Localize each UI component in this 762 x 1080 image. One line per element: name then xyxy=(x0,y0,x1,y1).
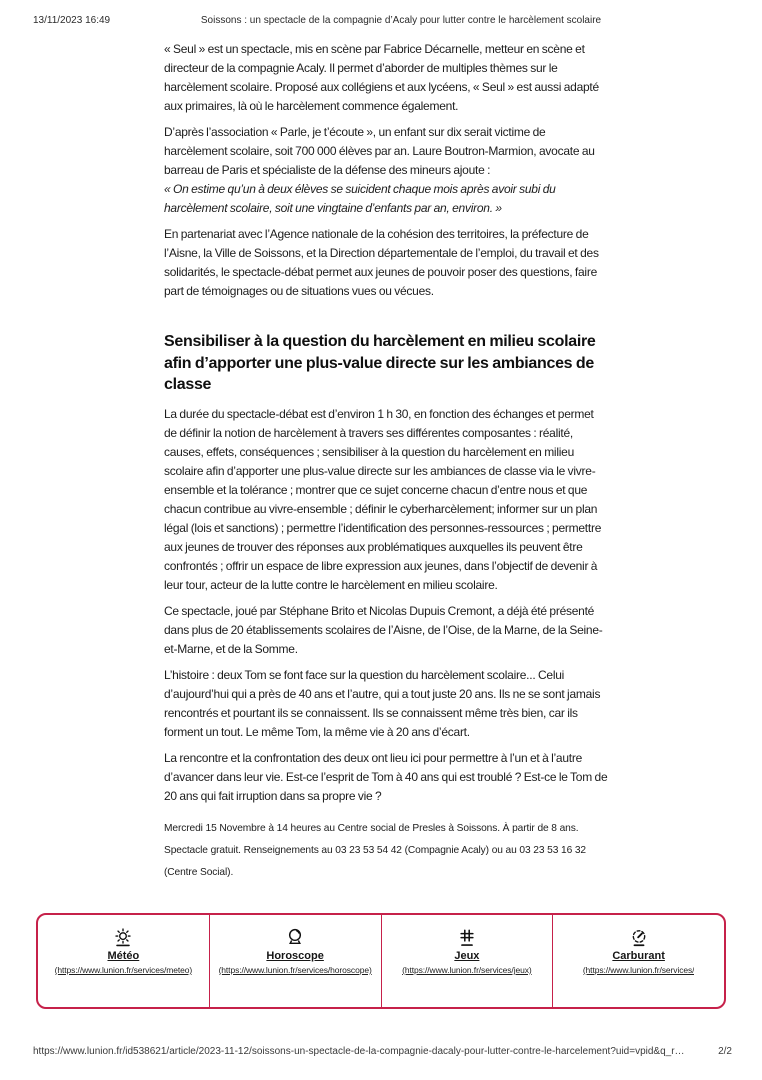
pull-quote: « On estime qu’un à deux élèves se suicident chaque mois après avoir subi du harcèlement scolaire, soit une vingtaine d’enfants par an, environ. » xyxy=(164,182,556,215)
event-info xyxy=(164,818,616,884)
article-paragraph: Ce spectacle, joué par Stéphane Brito et Nicolas Dupuis Cremont, a déjà été présenté dans plus de 20 établissements scolaires de l’Aisne, de l’Oise, de la Marne, de la Seine-et-Marne, et de la Somme. xyxy=(164,603,603,656)
article-paragraph: La durée du spectacle-débat est d’environ 1 h 30, en fonction des échanges et permet de définir la notion de harcèlement à travers ses différentes composantes : réalité, causes, effets, conséquences ; sensibiliser à la question du harcèlement en milieu scolaire afin d’apporter une plus-value directe sur les ambiances de classe via le vivre-ensemble et la tolérance ; montrer que ce sujet concerne chacun d’entre nous et que chacun contribue au vivre-ensemble ; définir le cyberharcèlement; informer sur un plan légal (lois et sanctions) ; permettre l’identification des personnes-ressources ; permettre aux jeunes de trouver des réponses aux problématiques auxquelles ils peuvent être confrontés ; offrir un espace de libre expression aux jeunes, dans l’objectif de devenir à leur tour, acteur de la lutte contre le harcèlement en milieu scolaire. xyxy=(164,406,602,592)
gauge-icon xyxy=(628,926,650,948)
crystal-ball-icon xyxy=(284,926,306,948)
service-url[interactable]: (https://www.lunion.fr/services/horoscope) xyxy=(218,965,372,975)
page-title: Soissons : un spectacle de la compagnie d’Acaly pour lutter contre le harcèlement scolaire xyxy=(200,15,602,26)
grid-icon xyxy=(456,926,478,948)
event-info-line: (Centre Social). xyxy=(164,866,234,878)
article-paragraph: L’histoire : deux Tom se font face sur la question du harcèlement scolaire... Celui d’aujourd’hui qui a près de 40 ans et l’autre, qui a tout juste 20 ans. Ils ne se sont jamais rencontrés et pourtant ils se connaissent. Ils se connaissent même très bien, car ils forment un tout. Le même Tom, la même vie à 20 ans d’écart. xyxy=(164,667,601,739)
article-paragraph: D’après l’association « Parle, je t’écoute », un enfant sur dix serait victime de harcèlement scolaire, soit 700 000 élèves par an. Laure Boutron-Marmion, avocate au barreau de Paris et spécialiste de la défense des mineurs ajoute : xyxy=(164,125,595,177)
service-label[interactable]: Horoscope xyxy=(266,950,324,962)
services-bar xyxy=(36,913,726,1009)
service-link-horoscope[interactable] xyxy=(209,915,381,1007)
sun-icon xyxy=(112,926,134,948)
article-paragraph: En partenariat avec l’Agence nationale de la cohésion des territoires, la préfecture de l’Aisne, la Ville de Soissons, et la Direction départementale de l’emploi, du travail et des solidarités, le spectacle-débat permet aux jeunes de pouvoir poser des questions, faire part de témoignages ou de situations vues ou vécues. xyxy=(164,227,599,298)
service-label[interactable]: Jeux xyxy=(454,950,480,962)
event-info-line: Mercredi 15 Novembre à 14 heures au Centre social de Presles à Soissons. À partir de 8 ans. xyxy=(164,822,579,834)
service-link-jeux[interactable] xyxy=(381,915,553,1007)
service-label[interactable]: Météo xyxy=(107,950,140,962)
page-indicator: 2/2 xyxy=(718,1046,732,1057)
service-url[interactable]: (https://www.lunion.fr/services/ xyxy=(582,965,695,975)
print-datetime: 13/11/2023 16:49 xyxy=(33,15,111,26)
service-link-meteo[interactable] xyxy=(38,915,209,1007)
service-link-carburant[interactable] xyxy=(552,915,724,1007)
article-paragraph: « Seul » est un spectacle, mis en scène par Fabrice Décarnelle, metteur en scène et directeur de la compagnie Acaly. Il permet d’aborder de multiples thèmes sur le harcèlement scolaire. Proposé aux collégiens et aux lycéens, « Seul » est aussi adapté aux primaires, là où le harcèlement commence également. xyxy=(164,42,599,113)
service-url[interactable]: (https://www.lunion.fr/services/meteo) xyxy=(54,965,193,975)
service-label[interactable]: Carburant xyxy=(612,950,665,962)
service-url[interactable]: (https://www.lunion.fr/services/jeux) xyxy=(402,965,532,975)
print-footer xyxy=(0,1046,762,1060)
event-info-line: Spectacle gratuit. Renseignements au 03 23 53 54 42 (Compagnie Acaly) ou au 03 23 53 16 32 xyxy=(164,844,586,856)
section-heading: Sensibiliser à la question du harcèlement en milieu scolaire afin d’apporter une plus-value directe sur les ambiances de classe xyxy=(164,333,596,393)
print-header xyxy=(0,15,762,29)
article-paragraph: La rencontre et la confrontation des deux ont lieu ici pour permettre à l’un et à l’autre d’avancer dans leur vie. Est-ce l’esprit de Tom à 40 ans qui est troublé ? Est-ce le Tom de 20 ans qui fait irruption dans sa propre vie ? xyxy=(164,750,608,803)
source-url: https://www.lunion.fr/id538621/article/2023-11-12/soissons-un-spectacle-de-la-compagnie-dacaly-pour-lutter-contre-le-harcelement?uid=vpid&q_r… xyxy=(33,1046,685,1057)
article-body xyxy=(164,40,616,908)
